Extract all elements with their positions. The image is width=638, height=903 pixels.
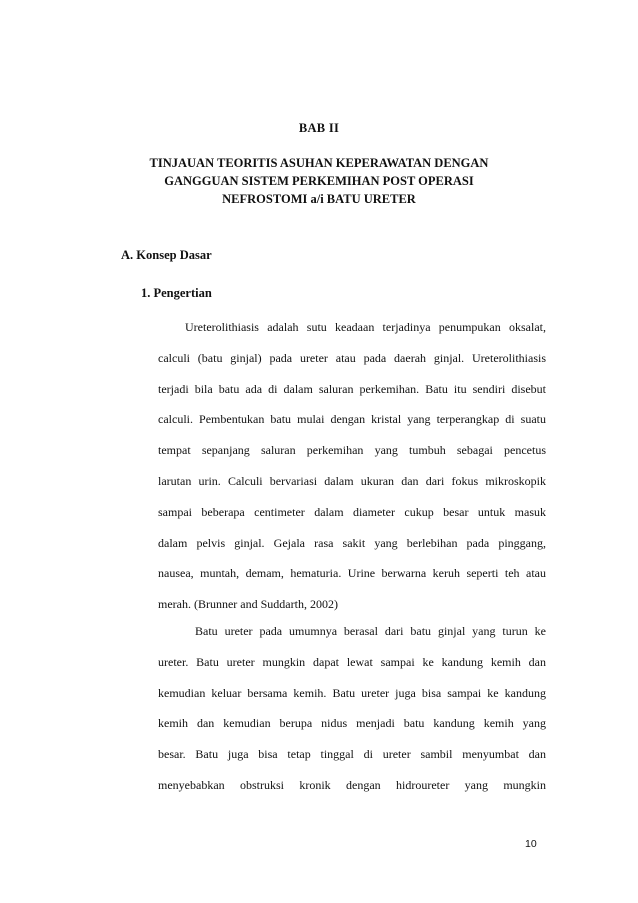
chapter-title xyxy=(120,154,518,208)
chapter-title-line: NEFROSTOMI a/i BATU URETER xyxy=(222,192,416,206)
paragraph-line: sampai beberapa centimeter dalam diameter cukup besar untuk masuk xyxy=(158,504,546,519)
paragraph-line: besar. Batu juga bisa tetap tinggal di ureter sambil menyumbat dan xyxy=(158,747,546,762)
subsection-heading: 1. Pengertian xyxy=(141,286,212,300)
paragraph-line: kemudian keluar bersama kemih. Batu ureter juga bisa sampai ke kandung xyxy=(158,685,546,700)
paragraph-batu-ureter xyxy=(158,616,546,801)
paragraph-line: kemih dan kemudian berupa nidus menjadi batu kandung kemih yang xyxy=(158,716,546,731)
chapter-heading: BAB II xyxy=(298,121,340,135)
chapter-title-line: TINJAUAN TEORITIS ASUHAN KEPERAWATAN DENGAN xyxy=(149,156,489,170)
paragraph-line: nausea, muntah, demam, hematuria. Urine berwarna keruh seperti teh atau xyxy=(158,566,546,581)
paragraph-line: Ureterolithiasis adalah sutu keadaan terjadinya penumpukan oksalat, xyxy=(185,320,546,334)
paragraph-line: menyebabkan obstruksi kronik dengan hidroureter yang mungkin xyxy=(158,777,546,792)
paragraph-line: terjadi bila batu ada di dalam saluran perkemihan. Batu itu sendiri disebut xyxy=(158,381,546,396)
paragraph-line: tempat sepanjang saluran perkemihan yang tumbuh sebagai pencetus xyxy=(158,443,546,458)
paragraph-line: merah. (Brunner and Suddarth, 2002) xyxy=(158,597,338,612)
paragraph-line: ureter. Batu ureter mungkin dapat lewat sampai ke kandung kemih dan xyxy=(158,654,546,669)
paragraph-pengertian xyxy=(158,312,546,620)
chapter-title-line: GANGGUAN SISTEM PERKEMIHAN POST OPERASI xyxy=(164,174,474,188)
paragraph-line: calculi (batu ginjal) pada ureter atau pada daerah ginjal. Ureterolithiasis xyxy=(158,350,546,365)
paragraph-line: dalam pelvis ginjal. Gejala rasa sakit yang berlebihan pada pinggang, xyxy=(158,535,546,550)
page-number: 10 xyxy=(525,838,537,850)
section-heading: A. Konsep Dasar xyxy=(121,248,212,262)
paragraph-line: larutan urin. Calculi bervariasi dalam ukuran dan dari fokus mikroskopik xyxy=(158,473,546,488)
paragraph-line: calculi. Pembentukan batu mulai dengan kristal yang terperangkap di suatu xyxy=(158,412,546,427)
paragraph-line: Batu ureter pada umumnya berasal dari batu ginjal yang turun ke xyxy=(195,624,546,638)
